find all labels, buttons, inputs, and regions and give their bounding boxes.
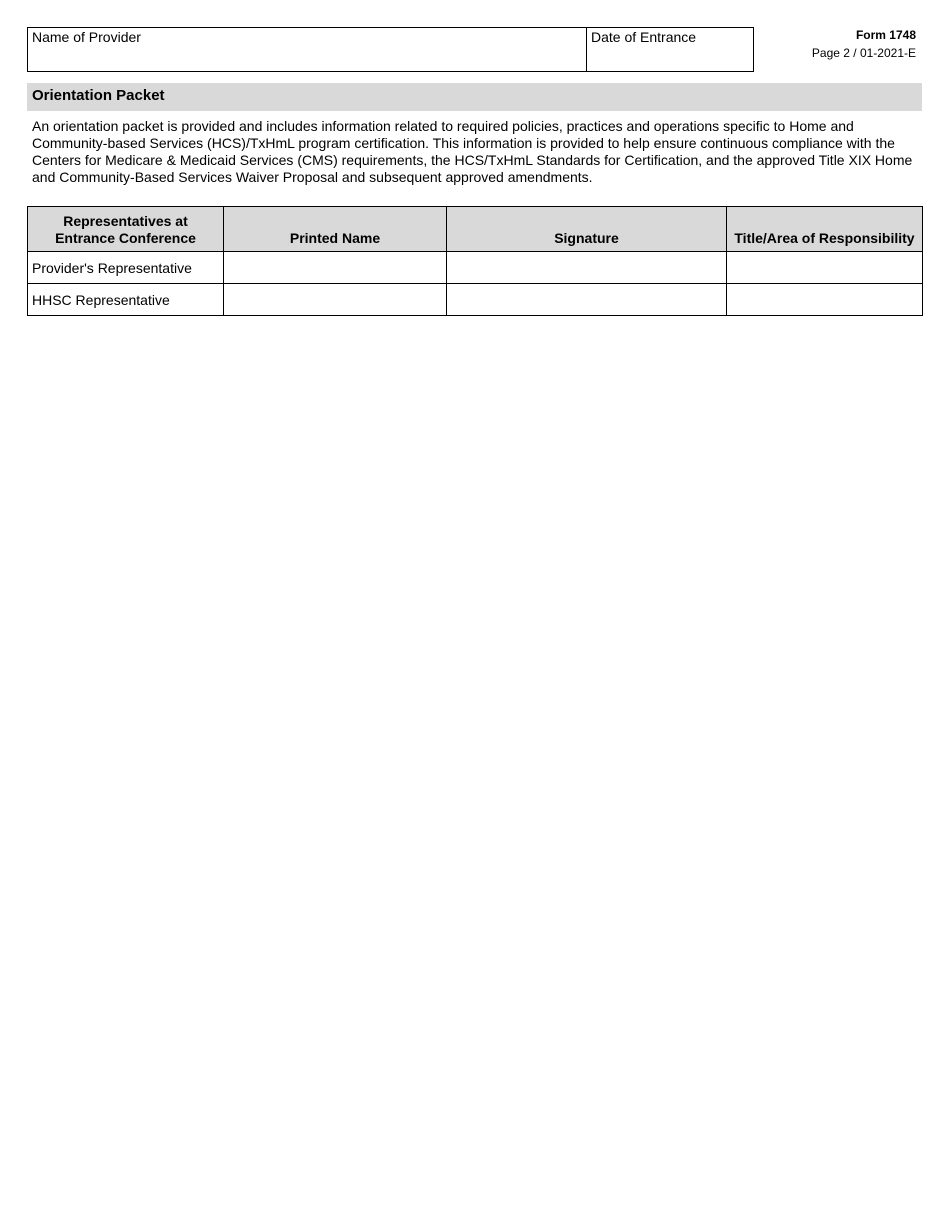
form-page-info: Page 2 / 01-2021-E xyxy=(811,46,916,60)
row-label: HHSC Representative xyxy=(28,284,224,316)
provider-name-field[interactable] xyxy=(28,28,587,71)
date-of-entrance-field[interactable] xyxy=(587,28,753,71)
header-representatives-line2: Entrance Conference xyxy=(55,230,196,246)
printed-name-input[interactable] xyxy=(224,252,447,284)
header-title-area: Title/Area of Responsibility xyxy=(727,207,923,252)
representatives-table xyxy=(27,206,923,316)
form-identifier xyxy=(812,28,916,61)
section-body: An orientation packet is provided and includes information related to required policies, practices and operations specific to Home and Community-based Services (HCS)/TxHmL program certification. This information is provided to help ensure continuous compliance with the Centers for Medicare & Medicaid Services (CMS) requirements, the HCS/TxHmL Standards for Certification, and the approved Title XIX Home and Community-Based Services Waiver Proposal and subsequent approved amendments. xyxy=(32,118,913,185)
header-box xyxy=(27,27,754,72)
table-row xyxy=(28,252,923,284)
header-representatives-line1: Representatives at xyxy=(63,213,188,229)
title-area-input[interactable] xyxy=(727,252,923,284)
section-title: Orientation Packet xyxy=(27,83,922,111)
date-of-entrance-label: Date of Entrance xyxy=(591,29,697,45)
form-number: Form 1748 xyxy=(855,28,916,42)
header-signature: Signature xyxy=(447,207,727,252)
table-row xyxy=(28,284,923,316)
header-printed-name: Printed Name xyxy=(224,207,447,252)
header-representatives xyxy=(28,207,224,252)
printed-name-input[interactable] xyxy=(224,284,447,316)
title-area-input[interactable] xyxy=(727,284,923,316)
provider-name-label: Name of Provider xyxy=(32,29,141,45)
table-header-row xyxy=(28,207,923,252)
signature-input[interactable] xyxy=(447,252,727,284)
row-label: Provider's Representative xyxy=(28,252,224,284)
signature-input[interactable] xyxy=(447,284,727,316)
